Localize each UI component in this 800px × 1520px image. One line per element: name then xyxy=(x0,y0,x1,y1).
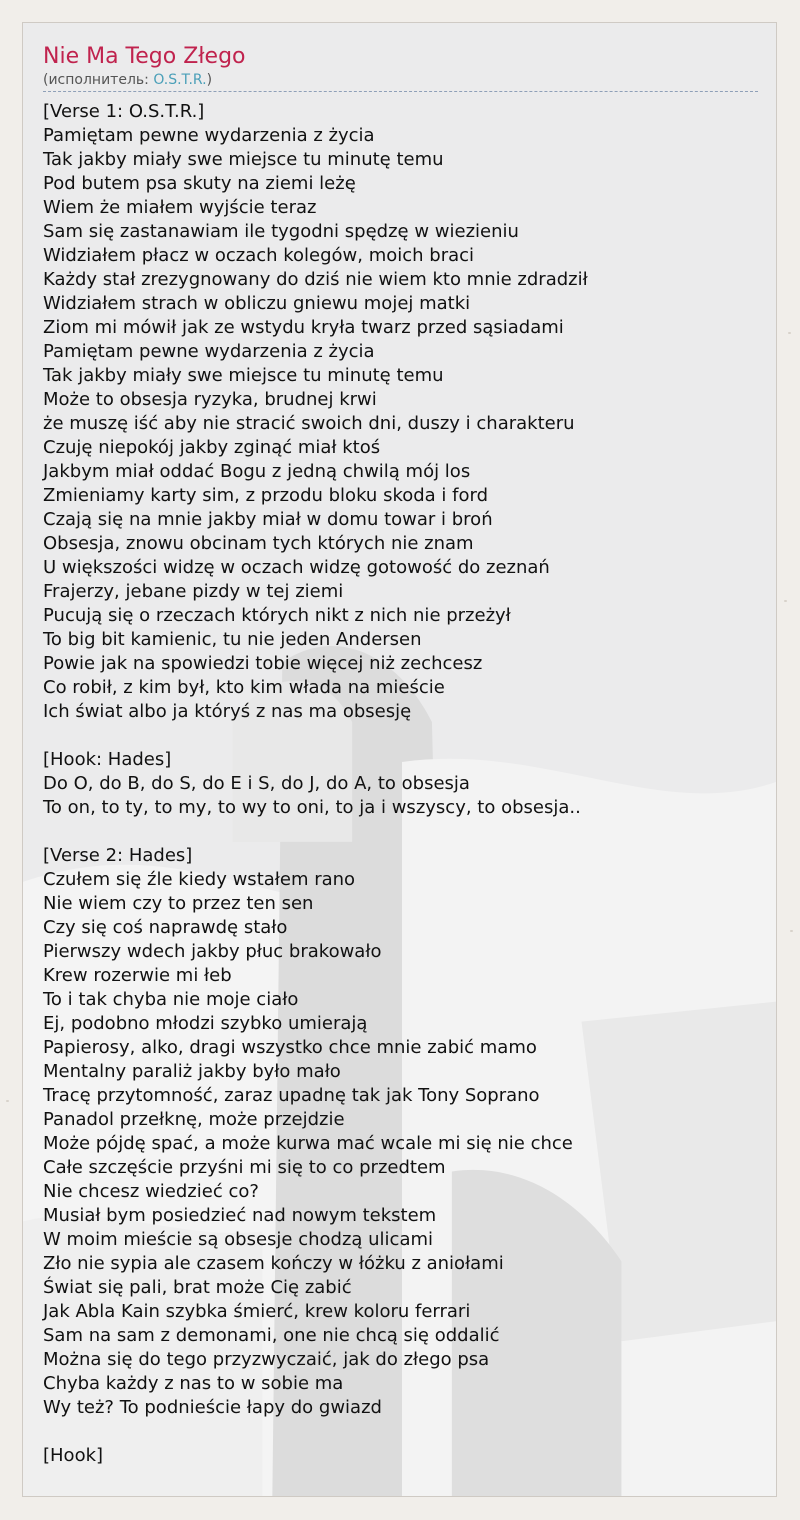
lyric-line: Sam na sam z demonami, one nie chcą się oddalić xyxy=(43,1325,500,1346)
lyric-line: [Verse 1: O.S.T.R.] xyxy=(43,101,205,122)
background-speck xyxy=(790,930,793,932)
lyric-line: Może pójdę spać, a może kurwa mać wcale mi się nie chce xyxy=(43,1133,573,1154)
title-divider xyxy=(43,91,758,92)
lyric-line: Całe szczęście przyśni mi się to co przedtem xyxy=(43,1157,446,1178)
lyric-line: Wy też? To podnieście łapy do gwiazd xyxy=(43,1397,382,1418)
lyric-line: Tracę przytomność, zaraz upadnę tak jak Tony Soprano xyxy=(43,1085,540,1106)
lyric-line: Co robił, z kim był, kto kim włada na mieście xyxy=(43,677,445,698)
lyric-line: Widziałem płacz w oczach kolegów, moich braci xyxy=(43,245,475,266)
lyrics-content xyxy=(23,23,776,1468)
lyric-line: Zmieniamy karty sim, z przodu bloku skoda i ford xyxy=(43,485,488,506)
lyric-line: Papierosy, alko, dragi wszystko chce mnie zabić mamo xyxy=(43,1037,537,1058)
lyric-line: To big bit kamienic, tu nie jeden Andersen xyxy=(43,629,422,650)
lyric-line: Pucują się o rzeczach których nikt z nich nie przeżył xyxy=(43,605,511,626)
lyric-line: Pamiętam pewne wydarzenia z życia xyxy=(43,341,375,362)
lyric-line: Można się do tego przyzwyczaić, jak do złego psa xyxy=(43,1349,490,1370)
lyric-line xyxy=(43,1420,756,1444)
lyric-line: Może to obsesja ryzyka, brudnej krwi xyxy=(43,389,377,410)
lyric-line: Musiał bym posiedzieć nad nowym tekstem xyxy=(43,1205,437,1226)
lyric-line: To i tak chyba nie moje ciało xyxy=(43,989,299,1010)
background-speck xyxy=(784,600,787,602)
lyric-line: Krew rozerwie mi łeb xyxy=(43,965,232,986)
lyric-line: Chyba każdy z nas to w sobie ma xyxy=(43,1373,344,1394)
lyric-line: Zło nie sypia ale czasem kończy w łóżku z aniołami xyxy=(43,1253,504,1274)
lyric-line: U większości widzę w oczach widzę gotowość do zeznań xyxy=(43,557,550,578)
lyric-line: że muszę iść aby nie stracić swoich dni, duszy i charakteru xyxy=(43,413,575,434)
lyric-line xyxy=(43,724,756,748)
lyric-line: Sam się zastanawiam ile tygodni spędzę w wiezieniu xyxy=(43,221,519,242)
lyric-line: Ziom mi mówił jak ze wstydu kryła twarz przed sąsiadami xyxy=(43,317,564,338)
lyrics-card xyxy=(22,22,777,1497)
background-speck xyxy=(6,1100,9,1102)
lyric-line: Nie chcesz wiedzieć co? xyxy=(43,1181,259,1202)
lyric-line: [Hook] xyxy=(43,1445,104,1466)
lyric-line: Mentalny paraliż jakby było mało xyxy=(43,1061,341,1082)
lyric-line: Pod butem psa skuty na ziemi leżę xyxy=(43,173,356,194)
lyric-line: Ej, podobno młodzi szybko umierają xyxy=(43,1013,368,1034)
lyric-line: Do O, do B, do S, do E i S, do J, do A, to obsesja xyxy=(43,773,470,794)
performer-prefix: (исполнитель: xyxy=(43,72,154,88)
lyric-line: Czy się coś naprawdę stało xyxy=(43,917,288,938)
lyric-line: Panadol przełknę, może przejdzie xyxy=(43,1109,345,1130)
lyric-line: Jak Abla Kain szybka śmierć, krew koloru ferrari xyxy=(43,1301,471,1322)
lyric-line: Każdy stał zrezygnowany do dziś nie wiem kto mnie zdradził xyxy=(43,269,588,290)
song-title: Nie Ma Tego Złego xyxy=(43,44,246,69)
lyric-line: Powie jak na spowiedzi tobie więcej niż zechcesz xyxy=(43,653,483,674)
lyric-line xyxy=(43,820,756,844)
performer-suffix: ) xyxy=(206,72,213,88)
lyric-line: Świat się pali, brat może Cię zabić xyxy=(43,1277,352,1298)
lyric-line: Czają się na mnie jakby miał w domu towar i broń xyxy=(43,509,493,530)
performer-line xyxy=(43,71,756,89)
lyric-line: W moim mieście są obsesje chodzą ulicami xyxy=(43,1229,434,1250)
lyric-line: Pamiętam pewne wydarzenia z życia xyxy=(43,125,375,146)
lyric-line: Czułem się źle kiedy wstałem rano xyxy=(43,869,356,890)
lyric-line: Jakbym miał oddać Bogu z jedną chwilą mój los xyxy=(43,461,471,482)
lyric-line: Nie wiem czy to przez ten sen xyxy=(43,893,314,914)
background-speck xyxy=(788,332,791,334)
lyric-line: Wiem że miałem wyjście teraz xyxy=(43,197,317,218)
lyric-line: [Hook: Hades] xyxy=(43,749,172,770)
lyric-line: Widziałem strach w obliczu gniewu mojej matki xyxy=(43,293,471,314)
lyric-line: Tak jakby miały swe miejsce tu minutę temu xyxy=(43,149,444,170)
lyric-line: Obsesja, znowu obcinam tych których nie znam xyxy=(43,533,474,554)
lyric-line: Frajerzy, jebane pizdy w tej ziemi xyxy=(43,581,344,602)
lyrics-text xyxy=(43,100,756,1468)
lyric-line: Tak jakby miały swe miejsce tu minutę temu xyxy=(43,365,444,386)
lyric-line: Pierwszy wdech jakby płuc brakowało xyxy=(43,941,382,962)
lyric-line: Ich świat albo ja któryś z nas ma obsesję xyxy=(43,701,412,722)
lyric-line: Czuję niepokój jakby zginąć miał ktoś xyxy=(43,437,381,458)
performer-link[interactable]: O.S.T.R. xyxy=(153,72,207,88)
lyric-line: To on, to ty, to my, to wy to oni, to ja i wszyscy, to obsesja.. xyxy=(43,797,581,818)
lyric-line: [Verse 2: Hades] xyxy=(43,845,193,866)
